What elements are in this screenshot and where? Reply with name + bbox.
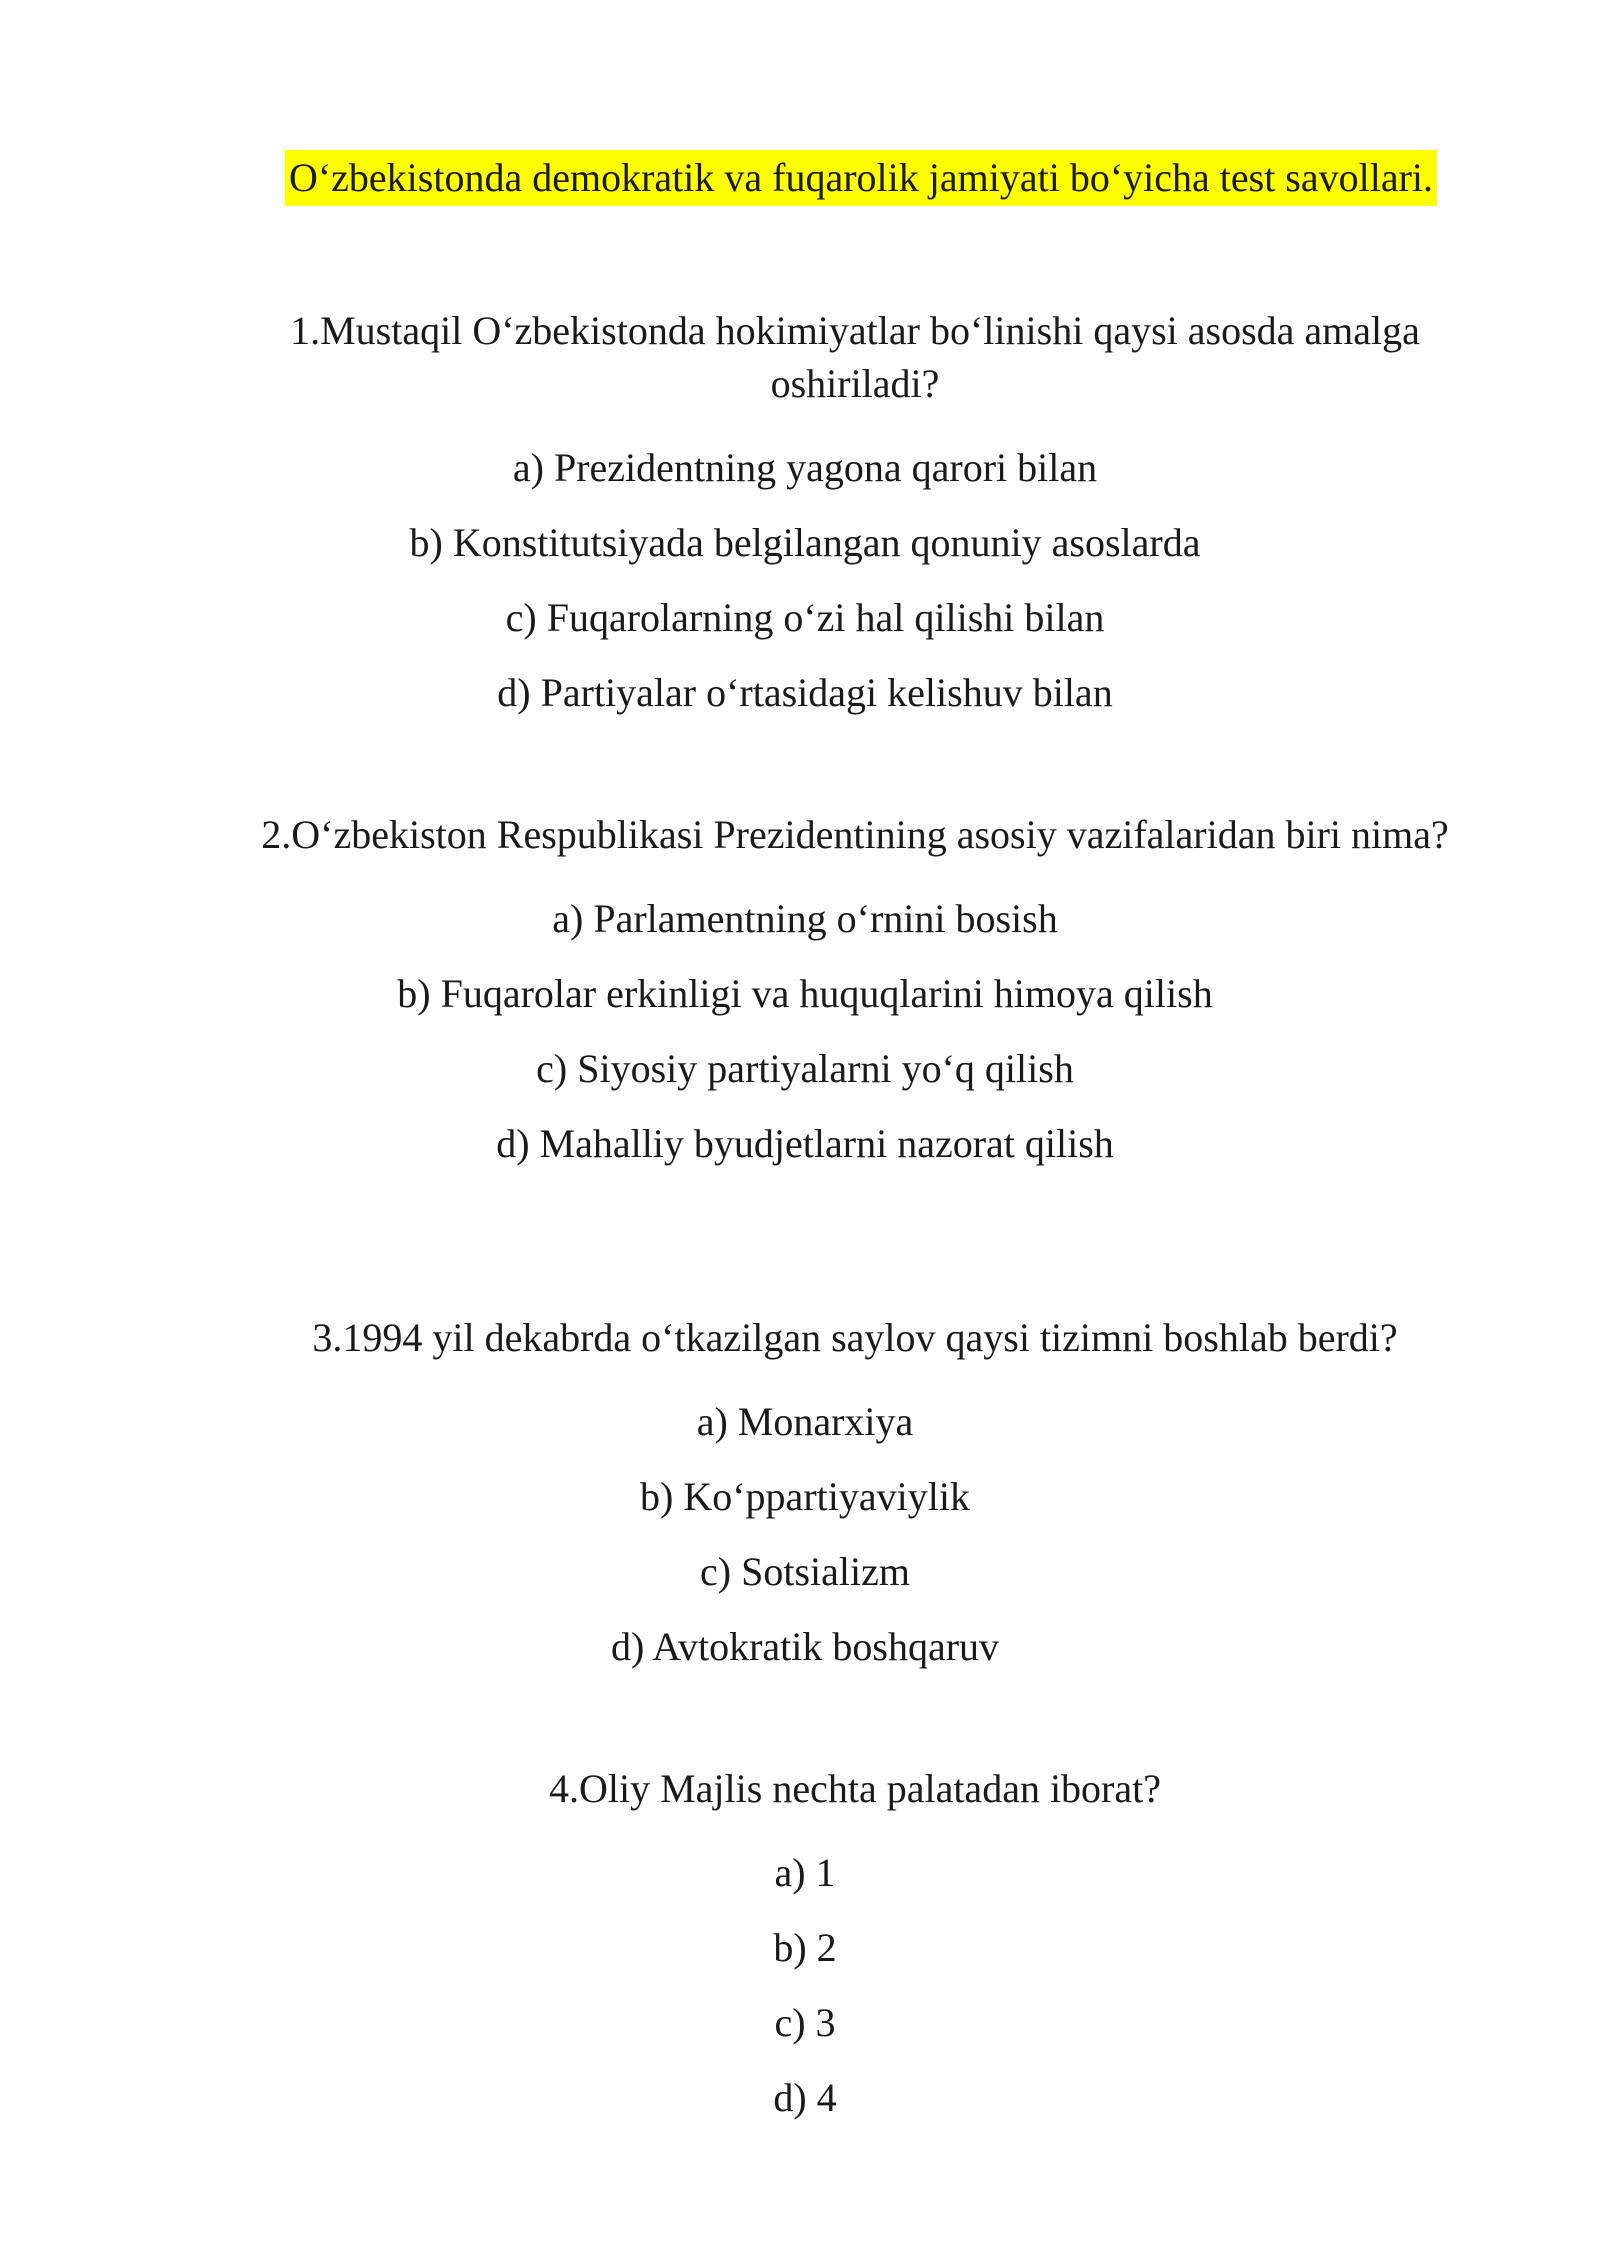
answer-option-d: d) 4 — [773, 2075, 837, 2120]
answer-option-a: a) Prezidentning yagona qarori bilan — [512, 445, 1098, 490]
answer-option-a: a) 1 — [774, 1850, 836, 1895]
answer-option-b: b) 2 — [773, 1925, 837, 1970]
question-text: 4.Oliy Majlis nechta palatadan iborat? — [548, 1766, 1161, 1811]
answer-options — [0, 1384, 1600, 1684]
answer-option-c: c) Fuqarolarning o‘zi hal qilishi bilan — [505, 595, 1105, 640]
answer-options — [0, 881, 1600, 1181]
question-4 — [0, 1762, 1600, 2135]
answer-option-c: c) Siyosiy partiyalarni yo‘q qilish — [536, 1046, 1074, 1091]
answer-option-b: b) Konstitutsiyada belgilangan qonuniy asoslarda — [409, 520, 1201, 565]
answer-option-b: b) Ko‘ppartiyaviylik — [640, 1474, 970, 1519]
answer-option-d: d) Mahalliy byudjetlarni nazorat qilish — [496, 1121, 1114, 1166]
answer-option-d: d) Avtokratik boshqaruv — [610, 1624, 1000, 1669]
title-container — [0, 150, 1600, 206]
question-text: 2.O‘zbekiston Respublikasi Prezidentining asosiy vazifalaridan biri nima? — [261, 812, 1449, 857]
answer-option-c: c) Sotsializm — [700, 1549, 910, 1594]
question-2 — [0, 808, 1600, 1181]
answer-option-a: a) Monarxiya — [696, 1399, 914, 1444]
answer-option-c: c) 3 — [774, 2000, 836, 2045]
question-1 — [0, 304, 1600, 730]
answer-option-d: d) Partiyalar o‘rtasidagi kelishuv bilan — [497, 670, 1113, 715]
answer-option-a: a) Parlamentning o‘rnini bosish — [552, 896, 1058, 941]
question-text: 3.1994 yil dekabrda o‘tkazilgan saylov qaysi tizimni boshlab berdi? — [312, 1315, 1398, 1360]
answer-options — [0, 430, 1600, 730]
page-title: O‘zbekistonda demokratik va fuqarolik jamiyati bo‘yicha test savollari. — [285, 150, 1437, 206]
question-text: 1.Mustaqil O‘zbekistonda hokimiyatlar bo‘linishi qaysi asosda amalga oshiriladi? — [290, 308, 1420, 406]
question-3 — [0, 1311, 1600, 1684]
answer-option-b: b) Fuqarolar erkinligi va huquqlarini himoya qilish — [397, 971, 1213, 1016]
answer-options — [0, 1835, 1600, 2135]
